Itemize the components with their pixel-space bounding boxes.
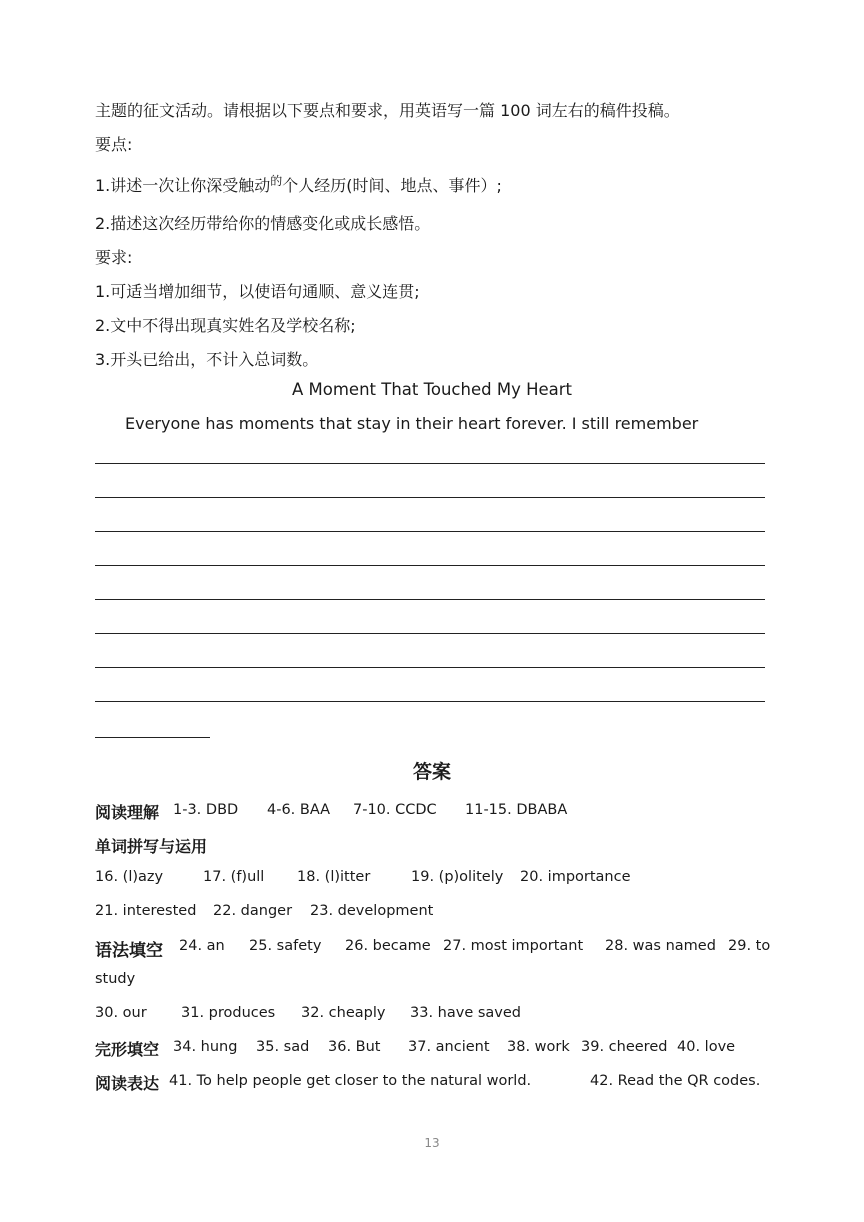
essay-title: A Moment That Touched My Heart	[291, 380, 573, 399]
answer-item: 16. (l)azy	[95, 869, 164, 885]
answer-item: 42. Read the QR codes.	[590, 1073, 761, 1089]
requirement-1: 1.可适当增加细节，以使语句通顺、意义连贯;	[95, 282, 420, 301]
answer-item: 21. interested	[95, 903, 197, 919]
grammar-label: 语法填空	[95, 941, 163, 961]
point-1	[95, 173, 502, 196]
writing-line	[95, 463, 765, 464]
point-1-text-a: 1.讲述一次让你深受触动	[95, 176, 271, 195]
requirements-heading: 要求:	[95, 248, 133, 267]
writing-line	[95, 701, 765, 702]
answer-item: 37. ancient	[408, 1039, 490, 1055]
requirement-3: 3.开头已给出，不计入总词数。	[95, 350, 319, 369]
answer-item: 1-3. DBD	[173, 802, 239, 818]
answer-item: 24. an	[179, 938, 225, 954]
reading-label: 阅读理解	[95, 803, 160, 822]
answer-item: 40. love	[677, 1039, 736, 1055]
writing-line	[95, 531, 765, 532]
page-number: 13	[424, 1136, 440, 1150]
points-heading: 要点:	[95, 135, 133, 154]
answer-item: 38. work	[507, 1039, 570, 1055]
answer-item: 29. to	[728, 938, 771, 954]
answer-item: 19. (p)olitely	[411, 869, 504, 885]
cloze-label: 完形填空	[95, 1040, 160, 1059]
answer-item: 36. But	[328, 1039, 381, 1055]
point-2: 2.描述这次经历带给你的情感变化或成长感悟。	[95, 214, 431, 233]
answer-item: 35. sad	[256, 1039, 310, 1055]
answer-item: 33. have saved	[410, 1005, 522, 1021]
writing-line	[95, 497, 765, 498]
answer-item: 22. danger	[213, 903, 293, 919]
answer-item: 34. hung	[173, 1039, 238, 1055]
writing-line	[95, 565, 765, 566]
answer-item: 7-10. CCDC	[353, 802, 437, 818]
essay-opening: Everyone has moments that stay in their heart forever. I still remember	[125, 414, 699, 433]
answer-item: 27. most important	[443, 938, 584, 954]
answer-item-wrap: study	[95, 971, 136, 987]
writing-line-short	[95, 737, 210, 738]
answer-item: 28. was named	[605, 938, 716, 954]
answer-item: 30. our	[95, 1005, 147, 1021]
answer-item: 41. To help people get closer to the natural world.	[169, 1073, 532, 1089]
prompt-intro: 主题的征文活动。请根据以下要点和要求，用英语写一篇 100 词左右的稿件投稿。	[95, 101, 680, 120]
answer-item: 32. cheaply	[301, 1005, 386, 1021]
expression-label: 阅读表达	[95, 1074, 160, 1093]
answer-item: 26. became	[345, 938, 431, 954]
answer-item: 18. (l)itter	[297, 869, 371, 885]
writing-line	[95, 599, 765, 600]
point-1-superscript: 的	[270, 174, 283, 188]
point-1-text-b: 个人经历(时间、地点、事件）;	[282, 176, 502, 195]
spelling-label: 单词拼写与运用	[95, 837, 208, 856]
answer-item: 39. cheered	[581, 1039, 668, 1055]
answer-item: 25. safety	[249, 938, 322, 954]
answer-item: 23. development	[310, 903, 434, 919]
answer-item: 4-6. BAA	[267, 802, 331, 818]
answer-item: 17. (f)ull	[203, 869, 265, 885]
answers-heading: 答案	[412, 761, 451, 783]
requirement-2: 2.文中不得出现真实姓名及学校名称;	[95, 316, 356, 335]
answer-item: 31. produces	[181, 1005, 276, 1021]
writing-line	[95, 667, 765, 668]
answer-item: 20. importance	[520, 869, 631, 885]
writing-line	[95, 633, 765, 634]
answer-item: 11-15. DBABA	[465, 802, 568, 818]
